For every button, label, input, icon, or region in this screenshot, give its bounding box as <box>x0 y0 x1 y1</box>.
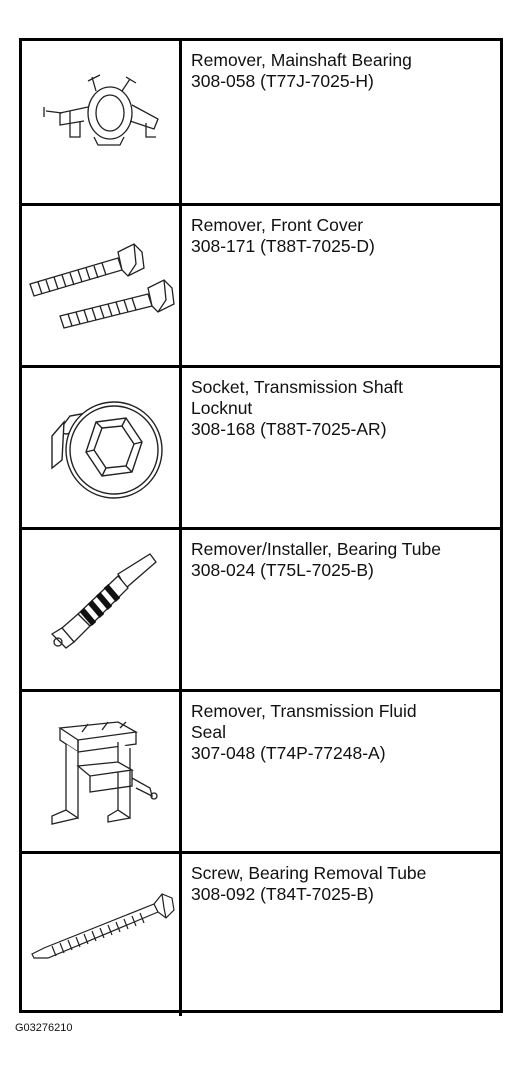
tool-name-line1: Remover, Transmission Fluid <box>191 701 417 721</box>
tool-description <box>191 863 491 905</box>
tool-image-cell <box>22 368 182 530</box>
tool-number: 307-048 (T74P-77248-A) <box>191 743 386 763</box>
tool-row-mainshaft-bearing-remover <box>22 41 500 203</box>
tool-name: Remover, Front Cover <box>191 215 364 235</box>
tool-image-cell <box>22 854 182 1016</box>
tool-number: 308-058 (T77J-7025-H) <box>191 71 374 91</box>
tool-description <box>191 701 491 764</box>
bearing-tube-tool-icon <box>22 530 179 689</box>
tool-name-line2: Seal <box>191 722 227 742</box>
tool-image-cell <box>22 41 182 203</box>
tool-number: 308-171 (T88T-7025-D) <box>191 236 375 256</box>
tool-row-front-cover-remover <box>22 203 500 368</box>
bolts-icon <box>22 206 179 365</box>
tool-number: 308-168 (T88T-7025-AR) <box>191 419 387 439</box>
special-tools-table <box>19 38 503 1013</box>
tool-name: Remover, Mainshaft Bearing <box>191 50 412 70</box>
tool-description <box>191 539 491 581</box>
tool-row-locknut-socket <box>22 365 500 530</box>
tool-name-line1: Socket, Transmission Shaft <box>191 377 404 397</box>
screw-icon <box>22 854 179 1013</box>
figure-id: G03276210 <box>15 1022 73 1034</box>
seal-remover-icon <box>22 692 179 851</box>
tool-image-cell <box>22 206 182 368</box>
hex-socket-icon <box>22 368 179 527</box>
tool-name-line2: Locknut <box>191 398 253 418</box>
bearing-remover-icon <box>22 41 179 200</box>
tool-name: Screw, Bearing Removal Tube <box>191 863 427 883</box>
tool-number: 308-092 (T84T-7025-B) <box>191 884 374 904</box>
tool-description <box>191 377 491 440</box>
tool-image-cell <box>22 530 182 692</box>
tool-description <box>191 50 491 92</box>
tool-number: 308-024 (T75L-7025-B) <box>191 560 374 580</box>
tool-row-bearing-tube-remover-installer <box>22 527 500 692</box>
tool-description <box>191 215 491 257</box>
tool-row-bearing-removal-tube-screw <box>22 851 500 1016</box>
tool-name: Remover/Installer, Bearing Tube <box>191 539 441 559</box>
tool-image-cell <box>22 692 182 854</box>
tool-row-fluid-seal-remover <box>22 689 500 854</box>
